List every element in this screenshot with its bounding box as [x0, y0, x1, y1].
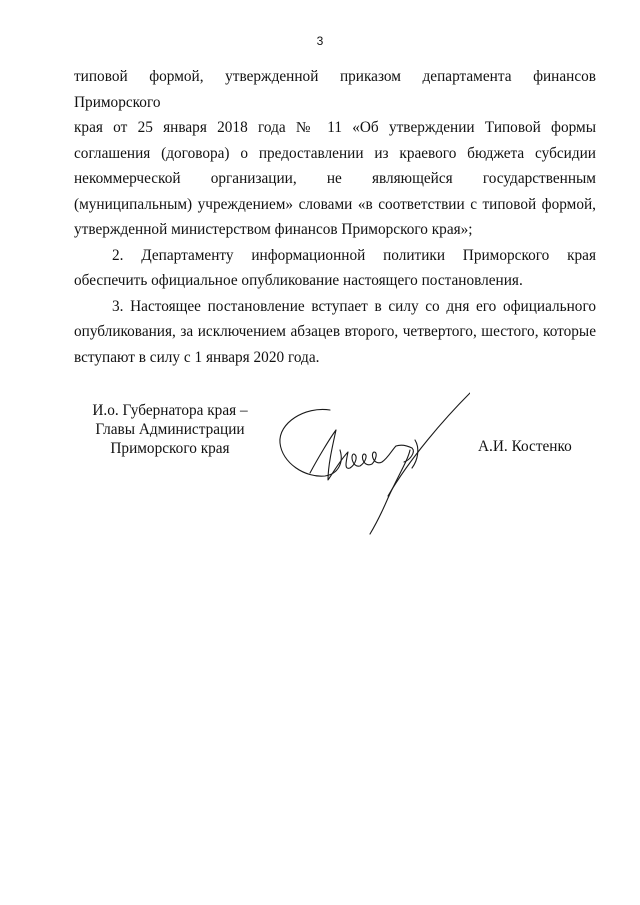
signatory-name: А.И. Костенко [478, 438, 572, 455]
document-body [74, 64, 596, 370]
paragraph-1-line: (муниципальным) учреждением» словами «в соответствии с типовой формой, [74, 195, 596, 213]
paragraph-2: 2. Департаменту информационной политики Приморского края обеспечить официальное опубликование настоящего постановления. [74, 246, 596, 289]
paragraph-1-line: некоммерческой организации, не являющейся государственным [74, 170, 596, 187]
signatory-title-line: Главы Администрации [95, 421, 245, 438]
paragraph-3: 3. Настоящее постановление вступает в силу со дня его официального опубликования, за исключением абзацев второго, четвертого, шестого, которые вступают в силу с 1 января 2020 года. [74, 297, 596, 366]
page-number: 3 [316, 34, 324, 48]
signatory-title-line: Приморского края [110, 440, 230, 457]
paragraph-1-line: типовой формой, утвержденной приказом департамента финансов Приморского [74, 68, 596, 111]
paragraph-1-line: края от 25 января 2018 года № 11 «Об утверждении Типовой формы [74, 119, 596, 136]
signatory-title [70, 401, 270, 458]
paragraph-1-line: утвержденной министерством финансов Приморского края»; [74, 221, 473, 238]
signatory-title-line: И.о. Губернатора края – [92, 402, 248, 419]
handwritten-signature [270, 388, 470, 538]
paragraph-1-line: соглашения (договора) о предоставлении из краевого бюджета субсидии [74, 144, 596, 162]
